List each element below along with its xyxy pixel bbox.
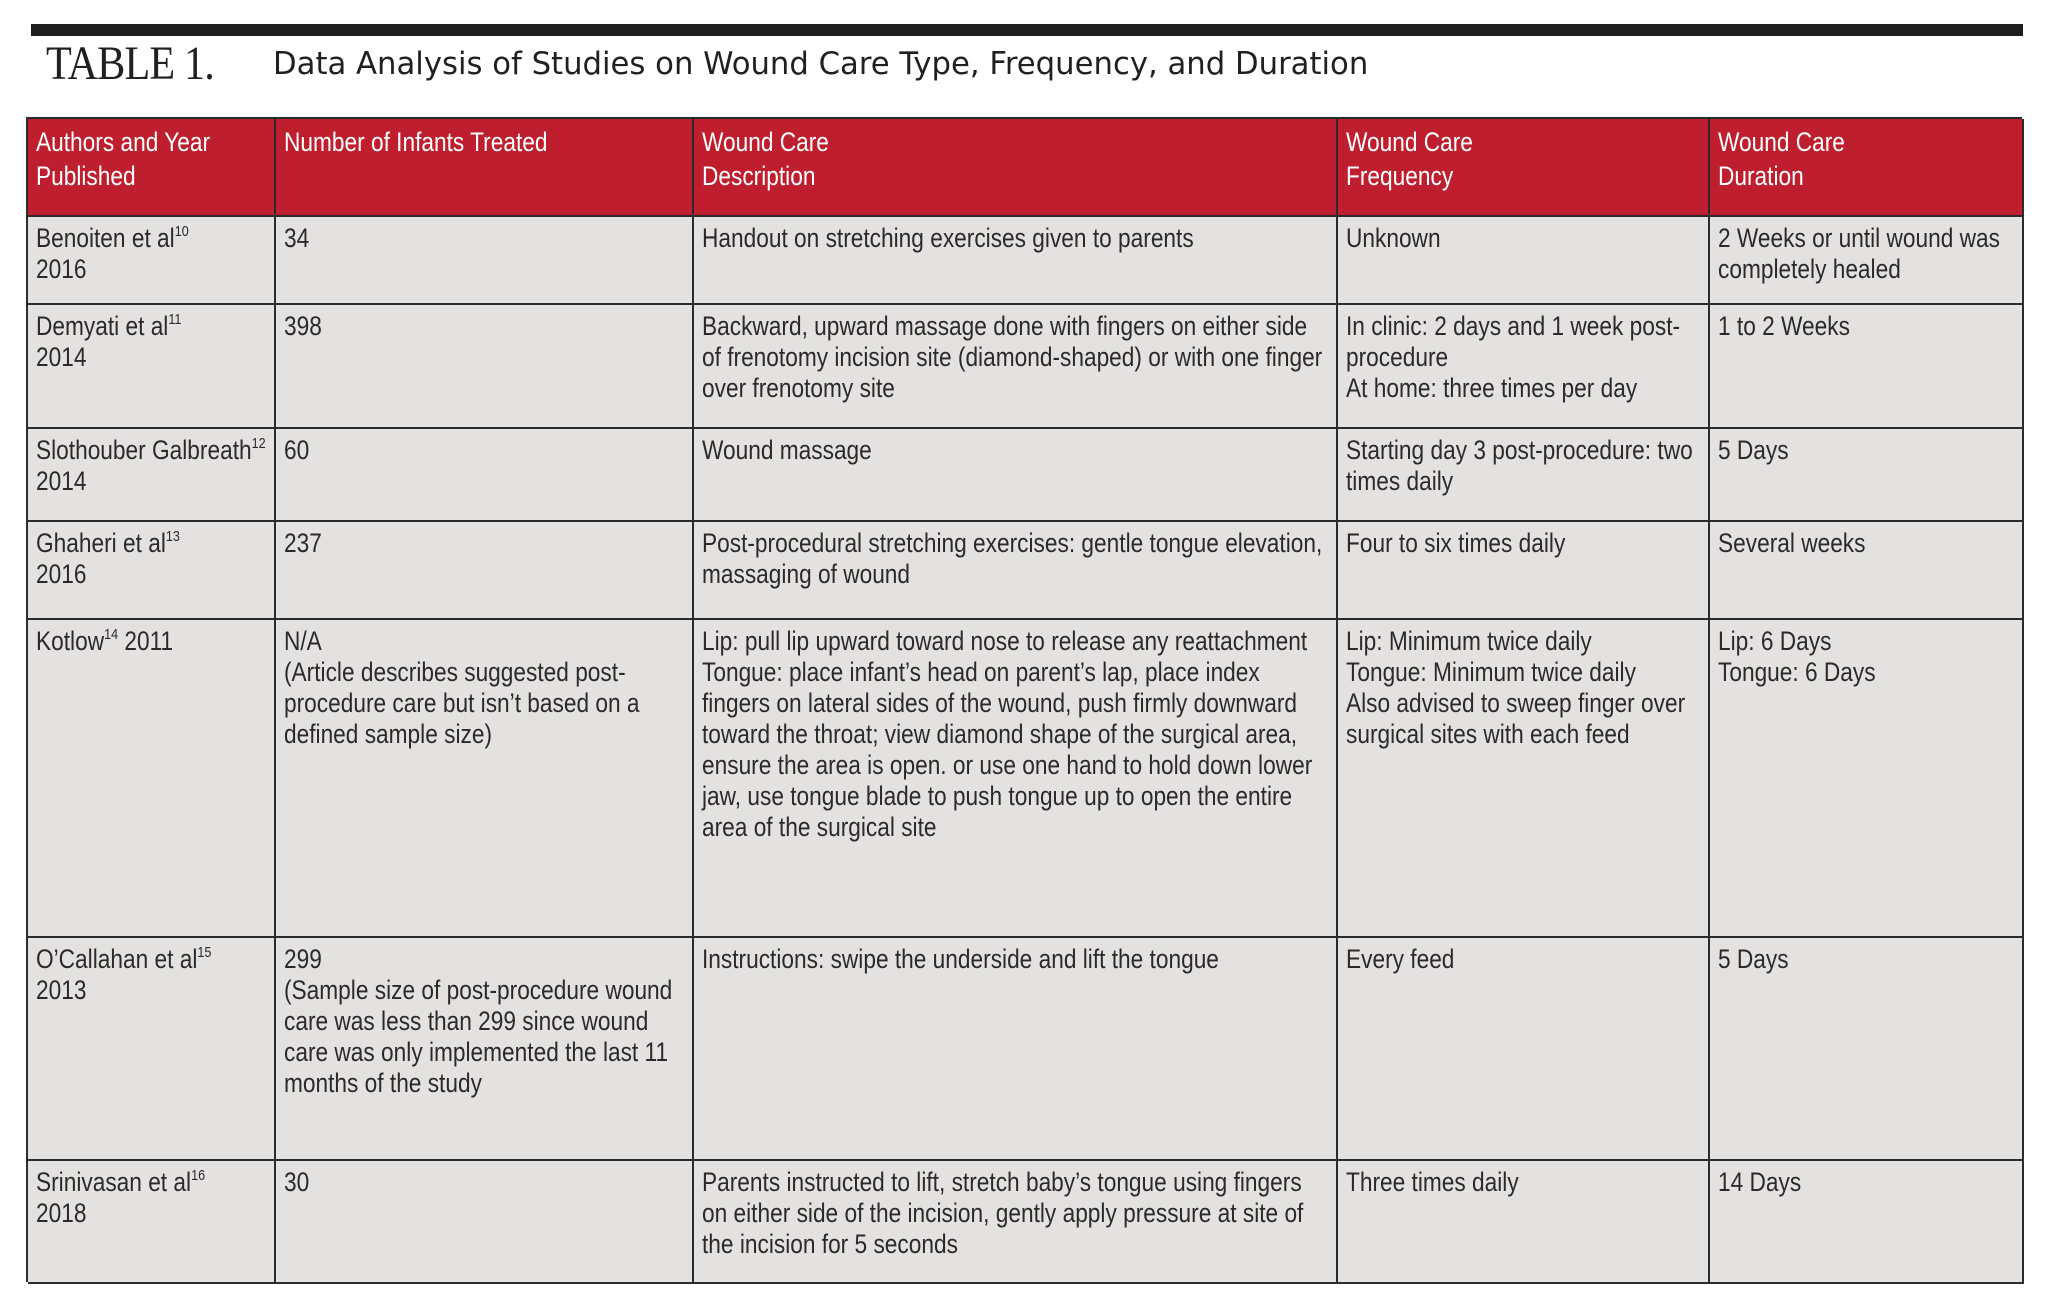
header-line: Wound Care — [1346, 127, 1473, 157]
cell-frequency — [1338, 620, 1710, 938]
reference-number: 10 — [174, 223, 189, 240]
header-label — [284, 125, 684, 159]
cell-description — [694, 217, 1338, 305]
cell-duration — [1710, 522, 2024, 620]
reference-number: 16 — [191, 1167, 206, 1184]
author-year: 2018 — [36, 1198, 87, 1228]
header-line: Authors and Year — [36, 127, 211, 157]
cell-authors — [28, 429, 276, 522]
cell-duration — [1710, 217, 2024, 305]
cell-authors — [28, 217, 276, 305]
cell-authors — [28, 938, 276, 1161]
frequency-line: Three times daily — [1346, 1167, 1519, 1197]
data-table — [26, 117, 2022, 1282]
cell-infants — [276, 429, 694, 522]
description-text — [702, 1167, 1328, 1260]
author-text — [36, 528, 266, 590]
duration-line: 5 Days — [1718, 944, 1789, 974]
header-label — [1346, 125, 1700, 193]
header-infants — [276, 119, 694, 217]
description-text — [702, 528, 1328, 590]
cell-infants — [276, 522, 694, 620]
description-line: Parents instructed to lift, stretch baby’s tongue using fingers on either side of the incision, gently apply pressure at site of the incision for 5 seconds — [702, 1167, 1304, 1259]
frequency-text — [1346, 435, 1700, 497]
infants-line: 60 — [284, 435, 310, 465]
author-name: Demyati et al — [36, 311, 169, 341]
cell-duration — [1710, 620, 2024, 938]
duration-text — [1718, 435, 2014, 466]
duration-text — [1718, 626, 2014, 688]
infants-text — [284, 626, 684, 750]
header-line: Frequency — [1346, 161, 1454, 191]
cell-duration — [1710, 429, 2024, 522]
duration-line: Lip: 6 Days — [1718, 626, 1832, 656]
author-name: Srinivasan et al — [36, 1167, 192, 1197]
infants-line: 299 — [284, 944, 322, 974]
duration-line: Tongue: 6 Days — [1718, 657, 1876, 687]
header-label — [1718, 125, 2014, 193]
author-name: Ghaheri et al — [36, 528, 166, 558]
author-name: Slothouber Galbreath — [36, 435, 252, 465]
author-year: 2016 — [36, 254, 87, 284]
author-text — [36, 311, 266, 373]
duration-text — [1718, 223, 2014, 285]
author-name: O’Callahan et al — [36, 944, 198, 974]
cell-description — [694, 305, 1338, 429]
duration-line: 14 Days — [1718, 1167, 1802, 1197]
frequency-line: At home: three times per day — [1346, 373, 1638, 403]
description-line: Backward, upward massage done with fingers on either side of frenotomy incision site (diamond-shaped) or with one finger over frenotomy site — [702, 311, 1323, 403]
header-authors — [28, 119, 276, 217]
author-year: 2016 — [36, 559, 87, 589]
header-line: Published — [36, 161, 136, 191]
author-name: Kotlow — [36, 626, 105, 656]
reference-number: 15 — [197, 944, 212, 961]
description-text — [702, 311, 1328, 404]
cell-description — [694, 429, 1338, 522]
reference-number: 11 — [168, 311, 182, 328]
cell-infants — [276, 1161, 694, 1284]
author-text — [36, 626, 266, 657]
author-year: 2014 — [36, 342, 87, 372]
description-text — [702, 435, 1328, 466]
description-line: Lip: pull lip upward toward nose to release any reattachment — [702, 626, 1308, 656]
frequency-line: Starting day 3 post-procedure: two times daily — [1346, 435, 1693, 496]
frequency-text — [1346, 626, 1700, 750]
reference-number: 12 — [251, 435, 266, 452]
infants-text — [284, 435, 684, 466]
header-line: Number of Infants Treated — [284, 127, 548, 157]
header-frequency — [1338, 119, 1710, 217]
cell-description — [694, 938, 1338, 1161]
infants-text — [284, 528, 684, 559]
infants-line: (Article describes suggested post-procedure care but isn’t based on a defined sample size) — [284, 657, 640, 749]
frequency-text — [1346, 944, 1700, 975]
cell-frequency — [1338, 522, 1710, 620]
cell-description — [694, 1161, 1338, 1284]
cell-description — [694, 522, 1338, 620]
cell-authors — [28, 1161, 276, 1284]
infants-line: 30 — [284, 1167, 310, 1197]
duration-line: 5 Days — [1718, 435, 1789, 465]
description-text — [702, 626, 1328, 843]
cell-infants — [276, 620, 694, 938]
frequency-line: Also advised to sweep finger over surgical sites with each feed — [1346, 688, 1686, 749]
top-rule — [31, 24, 2023, 36]
cell-duration — [1710, 938, 2024, 1161]
cell-frequency — [1338, 938, 1710, 1161]
reference-number: 13 — [165, 528, 180, 545]
author-year-inline: 2011 — [118, 626, 174, 656]
cell-infants — [276, 938, 694, 1161]
infants-line: 237 — [284, 528, 322, 558]
infants-text — [284, 944, 684, 1099]
author-text — [36, 1167, 266, 1229]
table-title: Data Analysis of Studies on Wound Care Type, Frequency, and Duration — [273, 46, 1369, 82]
frequency-line: In clinic: 2 days and 1 week post-procedure — [1346, 311, 1681, 372]
description-line: Tongue: place infant’s head on parent’s lap, place index fingers on lateral sides of the wound, push firmly downward toward the throat; view diamond shape of the surgical area, ensure the area is open. or use one hand to hold down lower jaw, use tongue blade to push tongue up to open the entire area of the surgical site — [702, 657, 1313, 842]
header-description — [694, 119, 1338, 217]
frequency-line: Four to six times daily — [1346, 528, 1566, 558]
cell-infants — [276, 305, 694, 429]
author-name: Benoiten et al — [36, 223, 175, 253]
duration-text — [1718, 311, 2014, 342]
infants-text — [284, 311, 684, 342]
infants-line: (Sample size of post-procedure wound care was less than 299 since wound care was only implemented the last 11 months of the study — [284, 975, 673, 1098]
infants-line: 34 — [284, 223, 310, 253]
duration-line: 2 Weeks or until wound was completely healed — [1718, 223, 2000, 284]
frequency-text — [1346, 311, 1700, 404]
cell-duration — [1710, 305, 2024, 429]
frequency-text — [1346, 223, 1700, 254]
infants-text — [284, 223, 684, 254]
frequency-line: Every feed — [1346, 944, 1455, 974]
frequency-text — [1346, 528, 1700, 559]
cell-authors — [28, 305, 276, 429]
reference-number: 14 — [104, 626, 119, 643]
frequency-line: Lip: Minimum twice daily — [1346, 626, 1592, 656]
description-line: Wound massage — [702, 435, 872, 465]
duration-line: 1 to 2 Weeks — [1718, 311, 1850, 341]
header-line: Wound Care — [702, 127, 829, 157]
cell-description — [694, 620, 1338, 938]
cell-frequency — [1338, 429, 1710, 522]
infants-line: N/A — [284, 626, 322, 656]
header-label — [36, 125, 266, 193]
cell-authors — [28, 522, 276, 620]
infants-line: 398 — [284, 311, 322, 341]
author-text — [36, 944, 266, 1006]
cell-duration — [1710, 1161, 2024, 1284]
frequency-line: Unknown — [1346, 223, 1441, 253]
author-year: 2013 — [36, 975, 87, 1005]
header-label — [702, 125, 1328, 193]
author-year-inline: 2014 — [36, 466, 87, 496]
duration-text — [1718, 944, 2014, 975]
cell-infants — [276, 217, 694, 305]
description-text — [702, 223, 1328, 254]
header-duration — [1710, 119, 2024, 217]
table-label: TABLE 1. — [46, 37, 214, 90]
header-line: Wound Care — [1718, 127, 1845, 157]
duration-text — [1718, 1167, 2014, 1198]
author-text — [36, 223, 266, 285]
header-line: Duration — [1718, 161, 1804, 191]
frequency-line: Tongue: Minimum twice daily — [1346, 657, 1636, 687]
table-caption — [46, 36, 1369, 96]
author-text — [36, 435, 266, 497]
frequency-text — [1346, 1167, 1700, 1198]
cell-authors — [28, 620, 276, 938]
duration-text — [1718, 528, 2014, 559]
duration-line: Several weeks — [1718, 528, 1866, 558]
description-text — [702, 944, 1328, 975]
header-line: Description — [702, 161, 816, 191]
description-line: Instructions: swipe the underside and lift the tongue — [702, 944, 1219, 974]
cell-frequency — [1338, 217, 1710, 305]
description-line: Post-procedural stretching exercises: gentle tongue elevation, massaging of wound — [702, 528, 1323, 589]
infants-text — [284, 1167, 684, 1198]
cell-frequency — [1338, 305, 1710, 429]
description-line: Handout on stretching exercises given to parents — [702, 223, 1194, 253]
cell-frequency — [1338, 1161, 1710, 1284]
